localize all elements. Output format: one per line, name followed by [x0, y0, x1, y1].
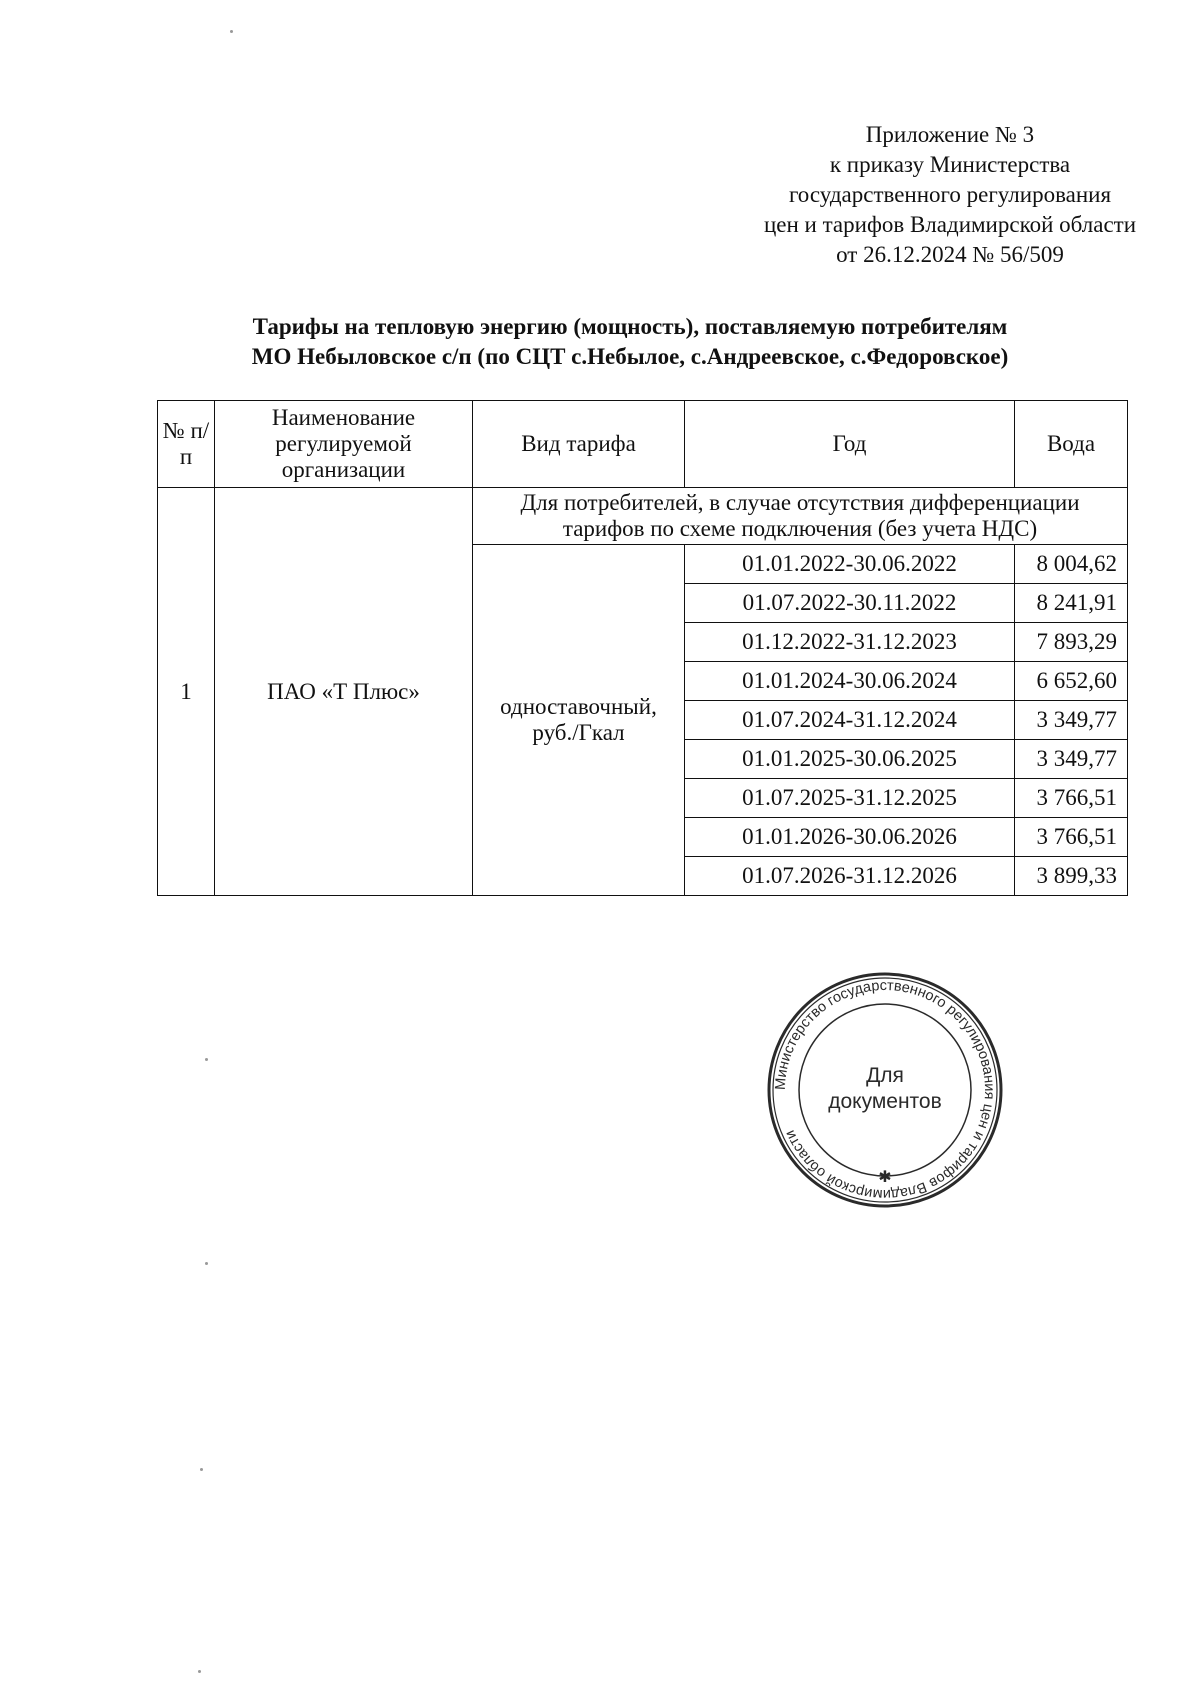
title-line-1: Тарифы на тепловую энергию (мощность), поставляемую потребителям: [252, 314, 1008, 339]
period-cell: 01.07.2025-31.12.2025: [685, 779, 1015, 818]
document-title: [160, 312, 1100, 372]
tariff-table: [157, 400, 1128, 896]
header-year: Год: [685, 401, 1015, 488]
group-label: Для потребителей, в случае отсутствия дифференциации тарифов по схеме подключения (без учета НДС): [473, 488, 1128, 545]
value-cell: 6 652,60: [1015, 662, 1128, 701]
header-water: Вода: [1015, 401, 1128, 488]
table-header-row: [158, 401, 1128, 488]
period-cell: 01.01.2022-30.06.2022: [685, 545, 1015, 584]
organization-name: ПАО «Т Плюс»: [215, 488, 473, 896]
header-organization: Наименование регулируемой организации: [215, 401, 473, 488]
tariff-type-value: одноставочный, руб./Гкал: [473, 545, 685, 896]
period-cell: 01.12.2022-31.12.2023: [685, 623, 1015, 662]
appendix-line: государственного регулирования: [788, 182, 1112, 207]
official-seal: [765, 970, 1005, 1210]
value-cell: 3 766,51: [1015, 818, 1128, 857]
title-line-2: МО Небыловское с/п (по СЦТ с.Небылое, с.Андреевское, с.Федоровское): [251, 344, 1009, 369]
value-cell: 3 349,77: [1015, 740, 1128, 779]
scan-speck: [198, 1670, 201, 1673]
value-cell: 3 899,33: [1015, 857, 1128, 896]
scan-speck: [205, 1058, 208, 1061]
scan-speck: [200, 1468, 203, 1471]
period-cell: 01.01.2024-30.06.2024: [685, 662, 1015, 701]
period-cell: 01.01.2025-30.06.2025: [685, 740, 1015, 779]
row-number: 1: [158, 488, 215, 896]
seal-center-line-1: Для: [866, 1064, 904, 1087]
appendix-line: Приложение № 3: [865, 122, 1035, 147]
period-cell: 01.01.2026-30.06.2026: [685, 818, 1015, 857]
appendix-line: к приказу Министерства: [829, 152, 1071, 177]
seal-star-icon: ✱: [878, 1169, 892, 1186]
header-tariff-type: Вид тарифа: [473, 401, 685, 488]
value-cell: 8 241,91: [1015, 584, 1128, 623]
group-row: [158, 488, 1128, 545]
value-cell: 8 004,62: [1015, 545, 1128, 584]
appendix-block: [700, 120, 1200, 270]
seal-ring-text: Министерство государственного регулирования цен и тарифов Владимирской области: [772, 977, 998, 1203]
value-cell: 3 766,51: [1015, 779, 1128, 818]
value-cell: 3 349,77: [1015, 701, 1128, 740]
period-cell: 01.07.2024-31.12.2024: [685, 701, 1015, 740]
scan-speck: [230, 30, 233, 33]
seal-center-line-2: документов: [828, 1090, 942, 1113]
header-num: № п/п: [158, 401, 215, 488]
period-cell: 01.07.2022-30.11.2022: [685, 584, 1015, 623]
period-cell: 01.07.2026-31.12.2026: [685, 857, 1015, 896]
appendix-line: от 26.12.2024 № 56/509: [836, 242, 1064, 267]
appendix-line: цен и тарифов Владимирской области: [763, 212, 1137, 237]
scan-speck: [205, 1262, 208, 1265]
value-cell: 7 893,29: [1015, 623, 1128, 662]
